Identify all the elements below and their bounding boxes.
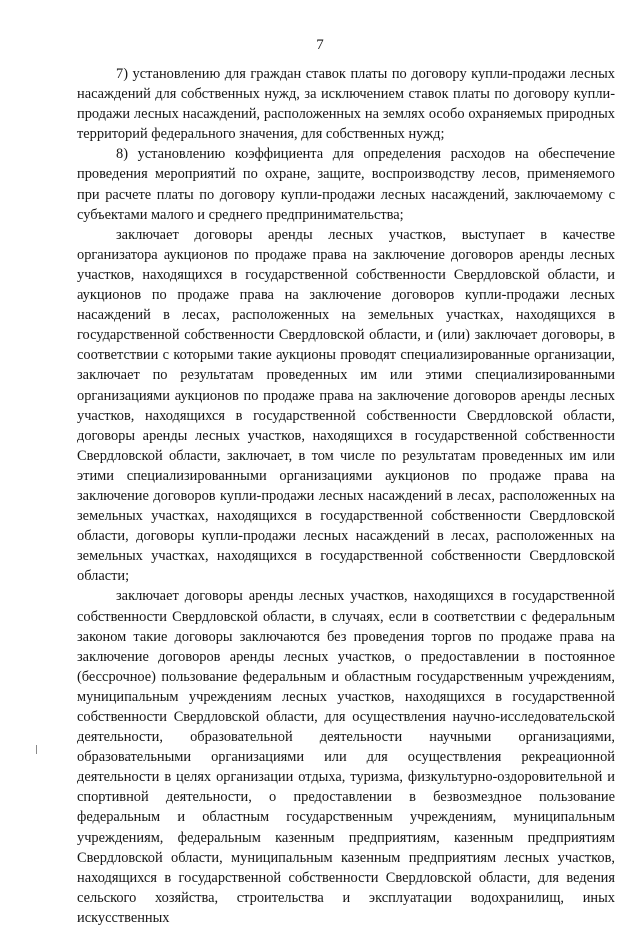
paragraph-lease-without-tender: заключает договоры аренды лесных участков, находящихся в государственной собственности Свердловской области, в случаях, если в соответствии с федеральным законом такие договоры заключаются без проведения торгов по продаже права на заключение договоров аренды лесных участков, о предоставлении в постоянное (бессрочное) пользование федеральным и областным государственным учреждениям, муниципальным учреждениям лесных участков, находящихся в государственной собственности Свердловской области, для осуществления научно-исследовательской деятельности, образовательной деятельности научными организациями, образовательными организациями или для осуществления рекреационной деятельности в целях организации отдыха, туризма, физкультурно-оздоровительной и спортивной деятельности, о предоставлении в безвозмездное пользование федеральным и областным государственным учреждениям, муниципальным учреждениям, федеральным казенным предприятиям, казенным предприятиям Свердловской области, муниципальным казенным предприятиям лесных участков, находящихся в государственной собственности Свердловской области, для ведения сельского хозяйства, строительства и эксплуатации водохранилищ, иных искусственных xyxy=(77,588,615,926)
document-body xyxy=(77,64,615,928)
scan-margin-mark xyxy=(36,745,37,754)
paragraph-item-8: 8) установлению коэффициента для определения расходов на обеспечение проведения мероприятий по охране, защите, воспроизводству лесов, применяемого при расчете платы по договору купли-продажи лесных насаждений, заключаемому с субъектами малого и среднего предпринимательства; xyxy=(77,146,615,223)
paragraph-lease-auctions: заключает договоры аренды лесных участков, выступает в качестве организатора аукционов по продаже права на заключение договоров аренды лесных участков, находящихся в государственной собственности Свердловской области, и аукционов по продаже права на заключение договоров купли-продажи лесных насаждений в лесах, расположенных на земельных участках, находящихся в государственной собственности Свердловской области, и (или) заключает договоры, в соответствии с которыми такие аукционы проводят специализированные организации, заключает по результатам проведенных им или этими специализированными организациями аукционов по продаже права на заключение договоров аренды лесных участков, находящихся в государственной собственности Свердловской области, договоры аренды лесных участков, находящихся в государственной собственности Свердловской области, заключает, в том числе по результатам проведенных им или этими специализированными организациями аукционов по продаже права на заключение договоров купли-продажи лесных насаждений в лесах, расположенных на земельных участках, находящихся в государственной собственности Свердловской области, договоры купли-продажи лесных насаждений в лесах, расположенных на земельных участках, находящихся в государственной собственности Свердловской области; xyxy=(77,226,615,585)
page-number: 7 xyxy=(316,37,324,53)
paragraph-item-7: 7) установлению для граждан ставок платы по договору купли-продажи лесных насаждений для собственных нужд, за исключением ставок платы по договору купли-продажи лесных насаждений, расположенных на землях особо охраняемых природных территорий федерального значения, для собственных нужд; xyxy=(77,66,615,143)
